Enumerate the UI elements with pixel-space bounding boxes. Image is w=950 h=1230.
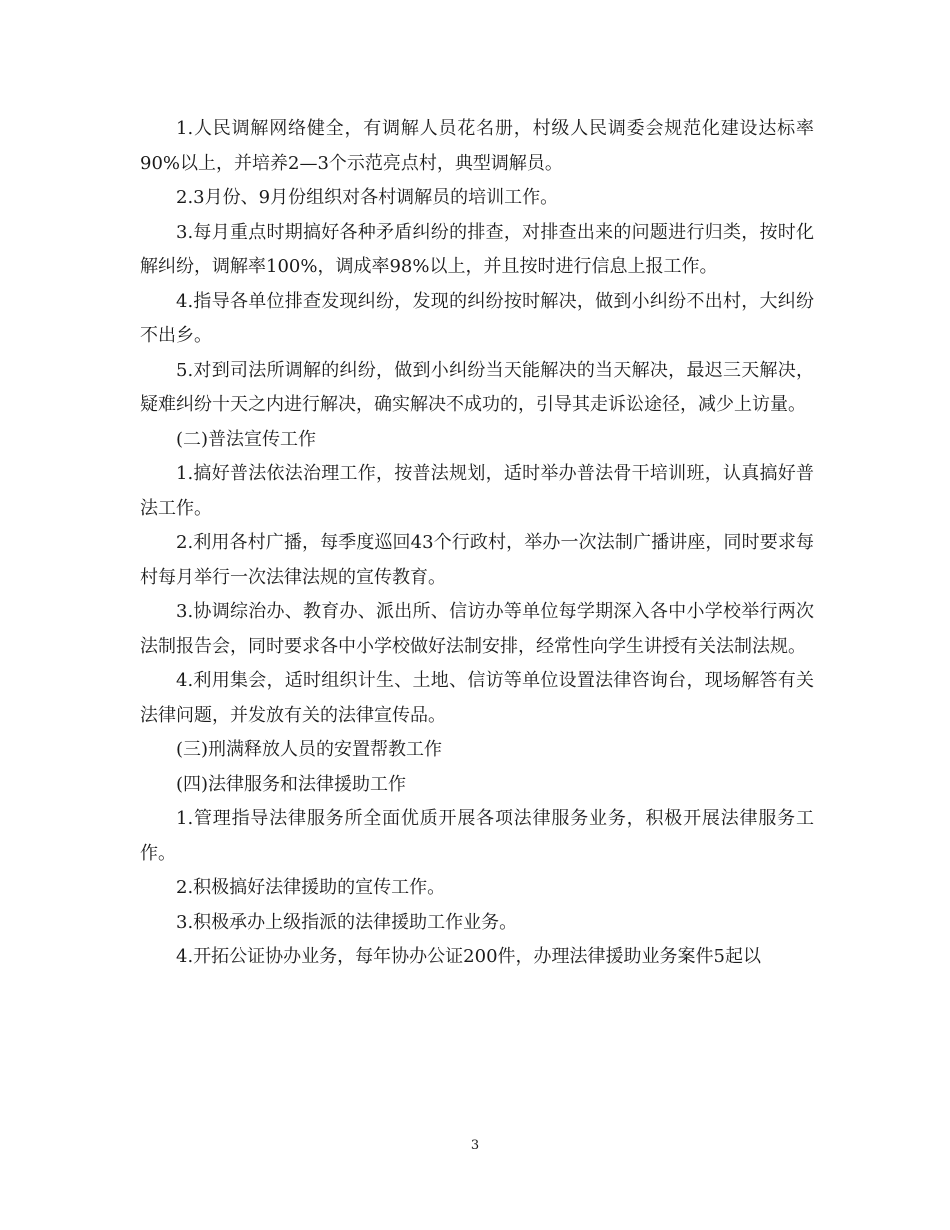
- section-heading-released-persons: (三)刑满释放人员的安置帮教工作: [176, 739, 443, 760]
- paragraph-mediation-5: 5.对到司法所调解的纠纷，做到小纠纷当天能解决的当天解决，最迟三天解决，疑难纠纷十天之内进行解决，确实解决不成功的，引导其走诉讼途径，减少上访量。: [140, 359, 814, 415]
- paragraph-services-4: 4.开拓公证协办业务，每年协办公证200件，办理法律援助业务案件5起以: [176, 946, 761, 967]
- paragraph-mediation-2: 2.3月份、9月份组织对各村调解员的培训工作。: [176, 187, 559, 208]
- paragraph-publicity-2: 2.利用各村广播，每季度巡回43个行政村，举办一次法制广播讲座，同时要求每村每月举行一次法律法规的宣传教育。: [140, 532, 814, 588]
- page-number: 3: [470, 1138, 480, 1153]
- paragraph-mediation-3: 3.每月重点时期搞好各种矛盾纠纷的排查，对排查出来的问题进行归类，按时化解纠纷，调解率100%，调成率98%以上，并且按时进行信息上报工作。: [140, 221, 814, 277]
- paragraph-services-2: 2.积极搞好法律援助的宣传工作。: [176, 877, 446, 898]
- paragraph-publicity-1: 1.搞好普法依法治理工作，按普法规划，适时举办普法骨干培训班，认真搞好普法工作。: [140, 463, 814, 519]
- section-heading-legal-services: (四)法律服务和法律援助工作: [176, 773, 407, 795]
- document-body: [140, 112, 814, 975]
- paragraph-publicity-3: 3.协调综治办、教育办、派出所、信访办等单位每学期深入各中小学校举行两次法制报告会，同时要求各中小学校做好法制安排，经常性向学生讲授有关法制法规。: [140, 601, 814, 657]
- paragraph-publicity-4: 4.利用集会，适时组织计生、土地、信访等单位设置法律咨询台，现场解答有关法律问题，并发放有关的法律宣传品。: [140, 670, 814, 726]
- paragraph-mediation-1: 1.人民调解网络健全，有调解人员花名册，村级人民调委会规范化建设达标率90%以上，并培养2—3个示范亮点村，典型调解员。: [140, 118, 814, 174]
- section-heading-legal-publicity: (二)普法宣传工作: [176, 428, 317, 450]
- paragraph-mediation-4: 4.指导各单位排查发现纠纷，发现的纠纷按时解决，做到小纠纷不出村，大纠纷不出乡。: [140, 290, 814, 346]
- paragraph-services-1: 1.管理指导法律服务所全面优质开展各项法律服务业务，积极开展法律服务工作。: [140, 808, 814, 864]
- paragraph-services-3: 3.积极承办上级指派的法律援助工作业务。: [176, 911, 518, 933]
